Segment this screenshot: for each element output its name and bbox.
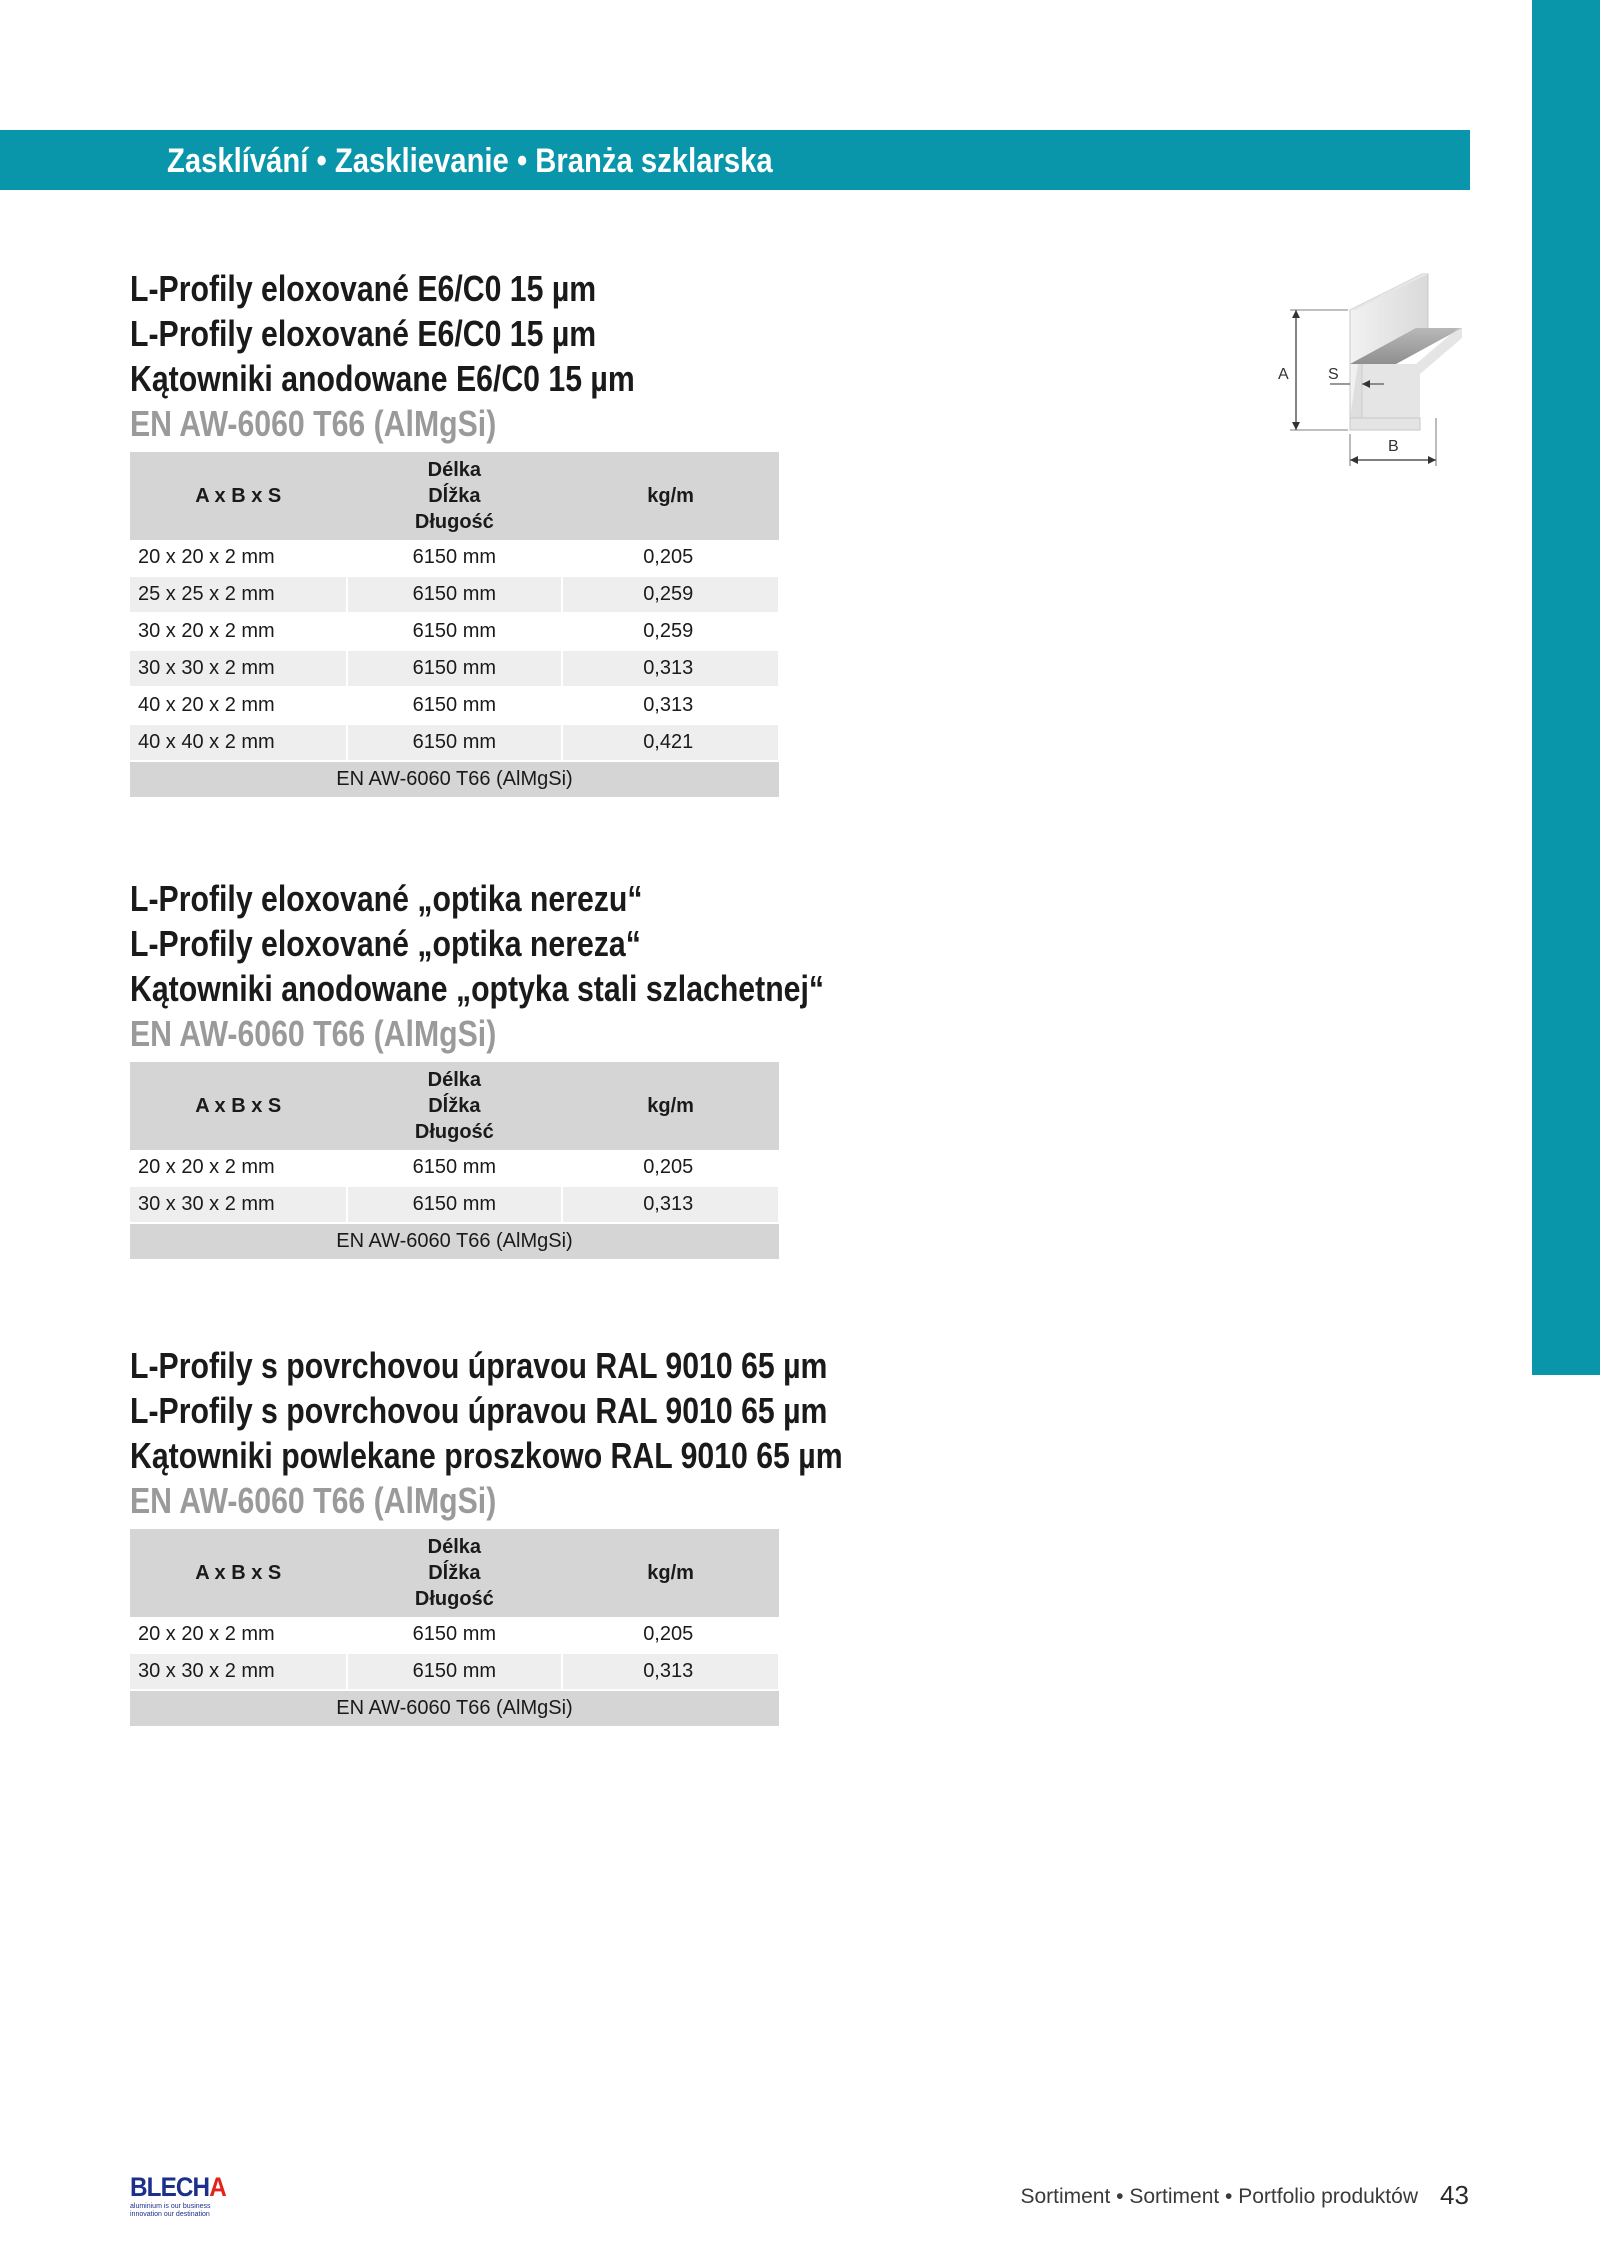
- table-row: 25 x 25 x 2 mm 6150 mm 0,259: [130, 576, 779, 613]
- table-row: 30 x 30 x 2 mm 6150 mm 0,313: [130, 650, 779, 687]
- table-footer-row: EN AW-6060 T66 (AlMgSi): [130, 1223, 779, 1259]
- section-title: [130, 1343, 890, 1523]
- title-line-pl: Kątowniki powlekane proszkowo RAL 9010 65 µm: [130, 1435, 843, 1476]
- table-row: 20 x 20 x 2 mm 6150 mm 0,205: [130, 1150, 779, 1186]
- profile-table: [130, 1529, 780, 1726]
- header-weight: kg/m: [562, 1529, 779, 1617]
- header-dimensions: A x B x S: [130, 1062, 347, 1150]
- blecha-logo: [130, 2172, 240, 2219]
- dimension-s-label: S: [1328, 366, 1339, 383]
- title-line-pl: Kątowniki anodowane E6/C0 15 µm: [130, 358, 635, 399]
- table-row: 30 x 20 x 2 mm 6150 mm 0,259: [130, 613, 779, 650]
- dimension-b-label: B: [1388, 438, 1399, 455]
- header-length: Délka Dĺžka Długość: [347, 1529, 563, 1617]
- page-number: 43: [1440, 2180, 1469, 2210]
- table-row: 30 x 30 x 2 mm 6150 mm 0,313: [130, 1653, 779, 1690]
- section-stainless-look: [130, 876, 890, 1259]
- alloy-label: EN AW-6060 T66 (AlMgSi): [130, 403, 497, 444]
- table-header-row: [130, 1062, 779, 1150]
- table-row: 20 x 20 x 2 mm 6150 mm 0,205: [130, 1617, 779, 1653]
- title-line-pl: Kątowniki anodowane „optyka stali szlachetnej“: [130, 968, 825, 1009]
- table-header-row: [130, 452, 779, 540]
- title-line-cz: L-Profily eloxované „optika nerezu“: [130, 878, 643, 919]
- header-weight: kg/m: [562, 1062, 779, 1150]
- l-profile-drawing: [1262, 268, 1462, 468]
- header-length: Délka Dĺžka Długość: [347, 452, 563, 540]
- header-bar: [0, 130, 1470, 190]
- header-weight: kg/m: [562, 452, 779, 540]
- footer-portfolio-text: Sortiment • Sortiment • Portfolio produktów: [1020, 2185, 1418, 2208]
- dimension-a-label: A: [1278, 366, 1289, 383]
- title-line-sk: L-Profily eloxované E6/C0 15 µm: [130, 313, 597, 354]
- section-powder-coated: [130, 1343, 890, 1726]
- table-footer-row: EN AW-6060 T66 (AlMgSi): [130, 1690, 779, 1726]
- logo-text: BLECH: [130, 2172, 210, 2202]
- section-title: [130, 876, 890, 1056]
- table-row: 30 x 30 x 2 mm 6150 mm 0,313: [130, 1186, 779, 1223]
- table-footer-row: EN AW-6060 T66 (AlMgSi): [130, 761, 779, 797]
- header-dimensions: A x B x S: [130, 452, 347, 540]
- table-header-row: [130, 1529, 779, 1617]
- logo-tagline: aluminium is our business innovation our destination: [130, 2203, 211, 2218]
- header-dimensions: A x B x S: [130, 1529, 347, 1617]
- section-title: [130, 266, 890, 446]
- l-profile-diagram: [1262, 268, 1462, 468]
- alloy-label: EN AW-6060 T66 (AlMgSi): [130, 1013, 497, 1054]
- side-color-tab: [1532, 0, 1600, 1375]
- title-line-sk: L-Profily s povrchovou úpravou RAL 9010 65 µm: [130, 1390, 828, 1431]
- header-length: Délka Dĺžka Długość: [347, 1062, 563, 1150]
- title-line-sk: L-Profily eloxované „optika nereza“: [130, 923, 641, 964]
- logo-accent: A: [209, 2172, 226, 2202]
- header-title: Zasklívání • Zasklievanie • Branża szklarska: [167, 142, 773, 180]
- table-row: 40 x 20 x 2 mm 6150 mm 0,313: [130, 687, 779, 724]
- table-row: 20 x 20 x 2 mm 6150 mm 0,205: [130, 540, 779, 576]
- profile-table: [130, 1062, 780, 1259]
- section-anodized: [130, 266, 890, 797]
- profile-table: [130, 452, 780, 797]
- title-line-cz: L-Profily s povrchovou úpravou RAL 9010 65 µm: [130, 1345, 828, 1386]
- alloy-label: EN AW-6060 T66 (AlMgSi): [130, 1480, 497, 1521]
- table-row: 40 x 40 x 2 mm 6150 mm 0,421: [130, 724, 779, 761]
- title-line-cz: L-Profily eloxované E6/C0 15 µm: [130, 268, 597, 309]
